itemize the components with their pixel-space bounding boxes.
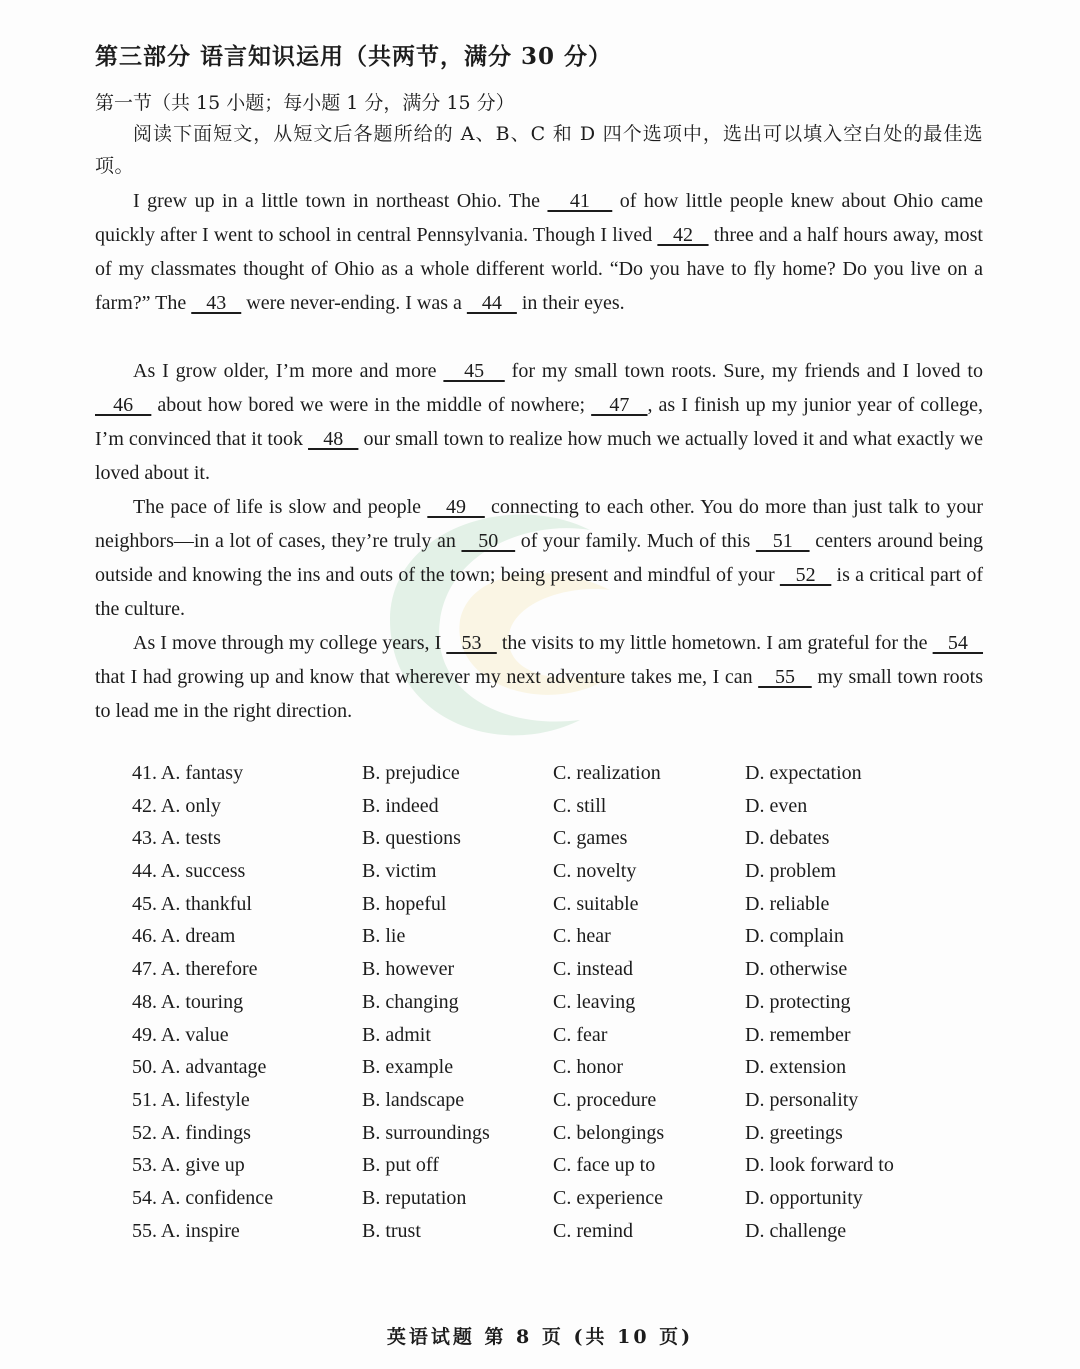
- blank-number: 45: [443, 360, 505, 382]
- blank-number: 53: [446, 632, 497, 654]
- blank-number: 47: [591, 394, 648, 416]
- option-choice: B. trust: [362, 1219, 421, 1242]
- option-choice: 53. A. give up: [132, 1154, 245, 1177]
- option-choice: D. reliable: [745, 892, 830, 915]
- option-choice: 49. A. value: [132, 1023, 229, 1046]
- option-choice: C. belongings: [553, 1121, 665, 1144]
- option-choice: B. prejudice: [362, 762, 460, 784]
- option-choice: D. expectation: [745, 762, 862, 784]
- blank-46: [95, 394, 151, 416]
- passage-text: I grew up in a little town in northeast Ohio. The: [133, 190, 548, 212]
- option-choice: 52. A. findings: [132, 1121, 251, 1144]
- blank-number: 46: [95, 394, 152, 416]
- passage-text: of your family. Much of this: [515, 530, 756, 552]
- option-choice: D. opportunity: [745, 1186, 863, 1209]
- passage-text: is a critical part of the culture.: [95, 564, 984, 620]
- option-choice: D. greetings: [745, 1121, 843, 1144]
- blank-number: 42: [657, 224, 709, 246]
- blank-42: [657, 224, 708, 246]
- page-footer: 英语试题 第 8 页 (共 10 页): [386, 1326, 694, 1348]
- instruction-text: 阅读下面短文，从短文后各题所给的 A、B、C 和 D 四个选项中，选出可以填入空白处的最佳选项。: [95, 123, 983, 177]
- option-choice: B. hopeful: [362, 892, 447, 915]
- passage-text: three and a half hours away, most of my classmates thought of Ohio as a whole different world. “Do you have to fly home? Do you live on a farm?” The: [95, 224, 983, 314]
- blank-53: [446, 632, 496, 654]
- blank-number: 41: [547, 190, 613, 212]
- passage-text: , as I finish up my junior year of college, I’m convinced that it took: [95, 394, 984, 450]
- option-choice: C. experience: [553, 1186, 663, 1209]
- subsection-title: 第一节（共 15 小题；每小题 1 分，满分 15 分）: [95, 92, 515, 114]
- passage-text: were never-ending. I was a: [241, 292, 467, 314]
- option-choice: 46. A. dream: [132, 925, 236, 948]
- passage-text: centers around being outside and knowing the ins and outs of the town; being present and mindful of your: [95, 530, 984, 586]
- blank-48: [308, 428, 358, 450]
- option-choice: C. procedure: [553, 1088, 657, 1111]
- blank-number: 50: [461, 530, 516, 552]
- option-choice: D. even: [745, 794, 808, 817]
- option-choice: 55. A. inspire: [132, 1219, 240, 1242]
- option-choice: C. hear: [553, 925, 611, 948]
- passage-paragraph-1: [95, 184, 983, 320]
- blank-43: [191, 292, 241, 314]
- passage-paragraph-2: [95, 354, 983, 490]
- passage-text: As I grow older, I’m more and more: [133, 360, 444, 382]
- passage-text: my small town roots to lead me in the right direction.: [95, 666, 983, 722]
- passage-text: for my small town roots. Sure, my friends and I loved to: [504, 360, 983, 382]
- blank-52: [780, 564, 831, 586]
- passage-text: that I had growing up and know that wherever my next adventure takes me, I can: [95, 666, 759, 688]
- option-choice: C. instead: [553, 958, 633, 981]
- option-choice: 45. A. thankful: [132, 892, 252, 915]
- option-choice: B. changing: [362, 990, 459, 1013]
- option-choice: B. surroundings: [362, 1121, 490, 1144]
- option-choice: D. protecting: [745, 990, 851, 1013]
- passage-paragraph-3: [95, 490, 983, 626]
- passage-text: our small town to realize how much we actually loved it and what exactly we loved about it.: [95, 428, 983, 484]
- option-choice: 50. A. advantage: [132, 1056, 267, 1079]
- option-choice: C. novelty: [553, 860, 637, 883]
- blank-number: 44: [466, 292, 517, 314]
- option-choice: B. however: [362, 958, 455, 981]
- option-choice: 51. A. lifestyle: [132, 1088, 250, 1111]
- passage-paragraph-4: [95, 626, 983, 728]
- option-choice: C. leaving: [553, 990, 636, 1013]
- option-choice: C. face up to: [553, 1154, 656, 1177]
- blank-number: 49: [427, 496, 485, 518]
- option-choice: D. remember: [745, 1023, 851, 1046]
- option-choice: D. look forward to: [745, 1154, 894, 1177]
- option-choice: C. honor: [553, 1056, 623, 1079]
- option-choice: 47. A. therefore: [132, 958, 258, 981]
- blank-41: [547, 190, 612, 212]
- option-choice: C. remind: [553, 1219, 633, 1242]
- blank-54: [933, 632, 983, 654]
- option-choice: C. fear: [553, 1023, 608, 1046]
- option-choice: C. realization: [553, 762, 661, 784]
- option-choice: D. debates: [745, 827, 830, 850]
- blank-44: [467, 292, 517, 314]
- blank-50: [461, 530, 515, 552]
- option-choice: B. put off: [362, 1154, 439, 1177]
- option-choice: C. suitable: [553, 892, 639, 915]
- blank-47: [591, 394, 647, 416]
- section-title: 第三部分 语言知识运用（共两节，满分 30 分）: [95, 43, 613, 70]
- option-choice: B. reputation: [362, 1186, 467, 1209]
- option-choice: 54. A. confidence: [132, 1186, 274, 1209]
- passage-text: of how little people knew about Ohio came quickly after I went to school in central Pennsylvania. Though I lived: [95, 190, 984, 246]
- option-choice: B. lie: [362, 925, 406, 948]
- blank-49: [427, 496, 484, 518]
- blank-number: 48: [308, 428, 359, 450]
- passage-text: in their eyes.: [516, 292, 625, 314]
- option-choice: B. example: [362, 1056, 454, 1079]
- option-choice: B. landscape: [362, 1088, 465, 1111]
- option-choice: 44. A. success: [132, 860, 246, 883]
- passage-text: As I move through my college years, I: [133, 632, 447, 654]
- blank-51: [756, 530, 810, 552]
- blank-number: 51: [755, 530, 810, 552]
- blank-number: 52: [779, 564, 832, 586]
- option-choice: D. challenge: [745, 1219, 847, 1242]
- option-choice: 42. A. only: [132, 794, 221, 817]
- option-choice: B. indeed: [362, 794, 439, 817]
- option-choice: D. extension: [745, 1056, 847, 1079]
- option-choice: D. problem: [745, 860, 837, 883]
- option-choice: 43. A. tests: [132, 827, 221, 850]
- passage-text: about how bored we were in the middle of nowhere;: [151, 394, 592, 416]
- option-choice: D. complain: [745, 925, 844, 948]
- blank-45: [443, 360, 504, 382]
- option-choice: 41. A. fantasy: [132, 762, 244, 784]
- option-choice: B. questions: [362, 827, 461, 850]
- option-choice: C. still: [553, 794, 607, 817]
- blank-number: 54: [932, 632, 984, 654]
- blank-55: [758, 666, 812, 688]
- passage-text: The pace of life is slow and people: [133, 496, 428, 518]
- option-choice: 48. A. touring: [132, 990, 244, 1013]
- option-choice: B. victim: [362, 860, 437, 883]
- option-choice: D. otherwise: [745, 958, 848, 981]
- option-choice: B. admit: [362, 1023, 431, 1046]
- option-choice: C. games: [553, 827, 628, 850]
- passage-text: connecting to each other. You do more than just talk to your neighbors—in a lot of cases, they’re truly an: [95, 496, 983, 552]
- option-choice: D. personality: [745, 1088, 859, 1111]
- blank-number: 43: [191, 292, 242, 314]
- passage-text: the visits to my little hometown. I am grateful for the: [496, 632, 933, 654]
- blank-number: 55: [758, 666, 812, 688]
